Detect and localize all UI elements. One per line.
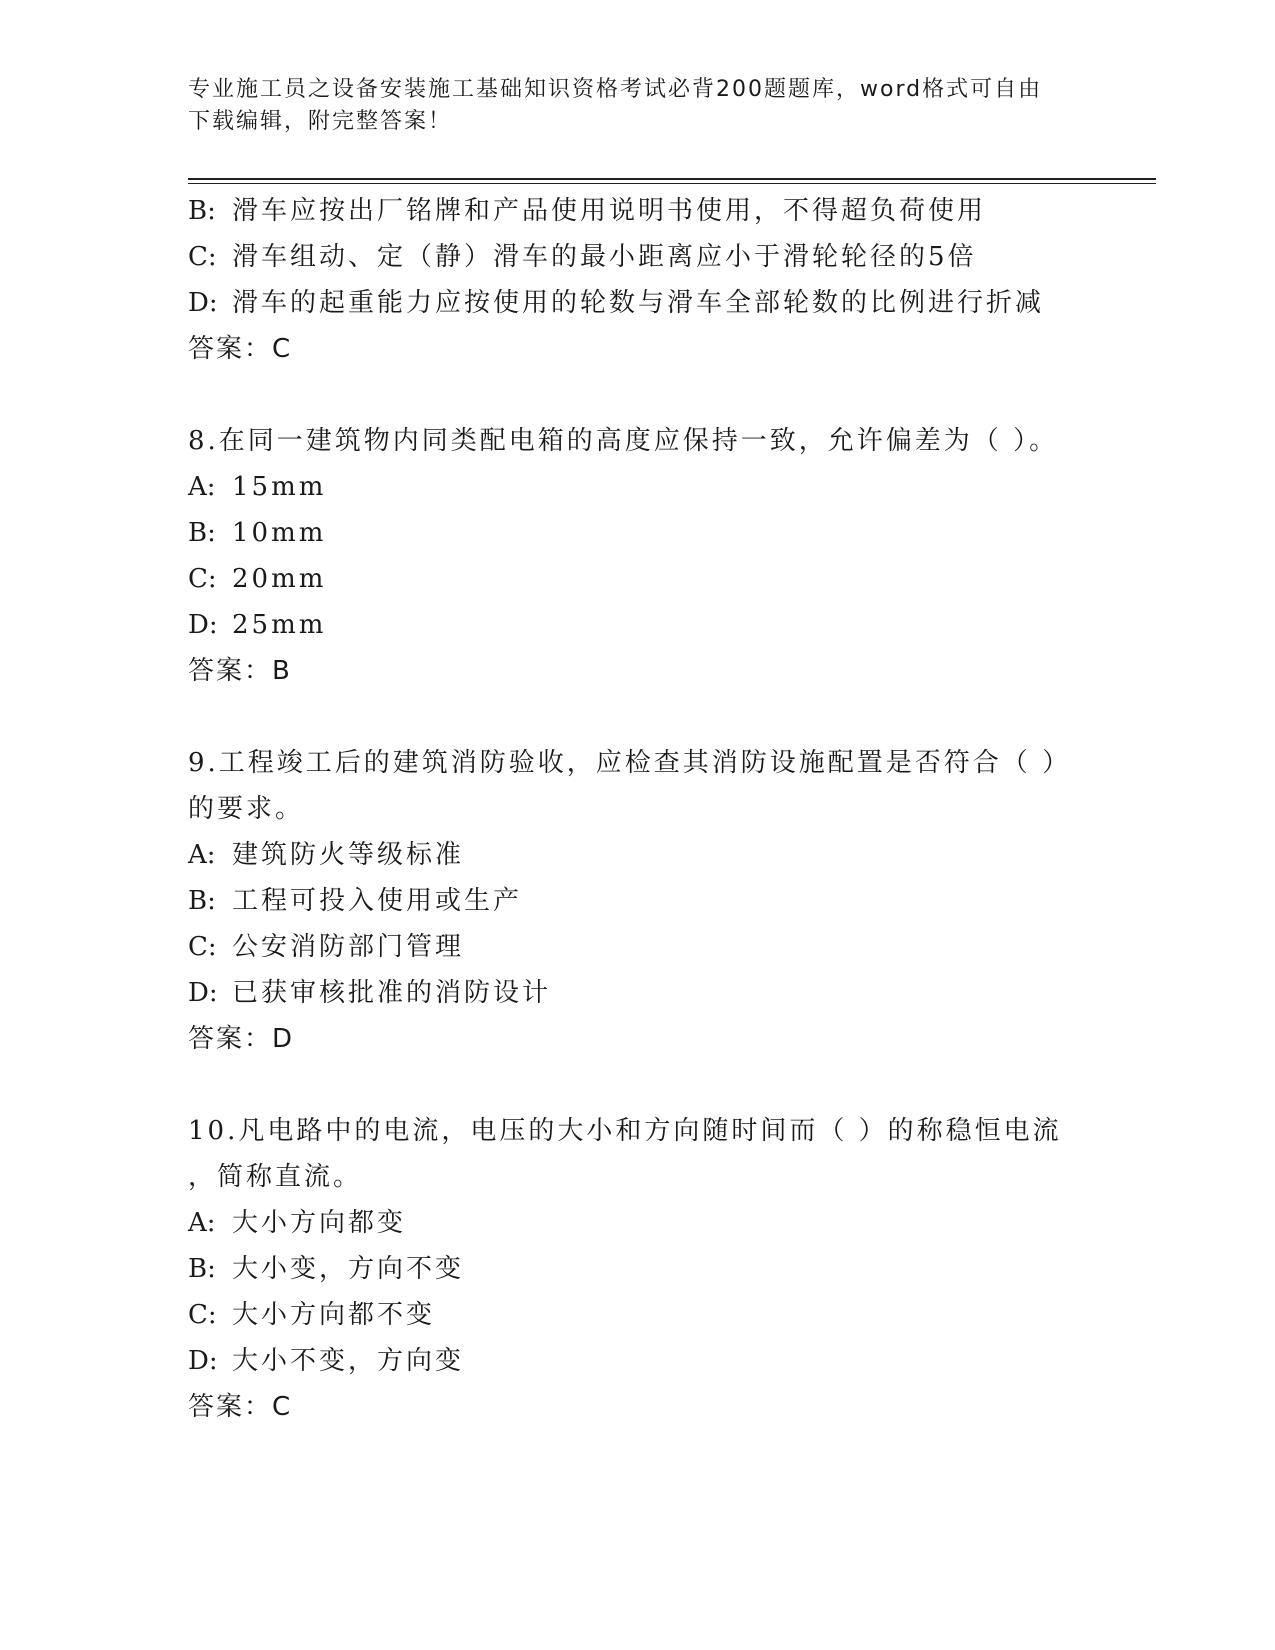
option-text: 大小变，方向不变 [232, 1254, 465, 1284]
option-text: 20mm [232, 564, 327, 594]
answer-line: 答案：D [188, 1024, 295, 1054]
option-text: 滑车组动、定（静）滑车的最小距离应小于滑轮轮径的5倍 [232, 242, 977, 272]
option-b [188, 510, 1088, 556]
header-rule-thin [188, 183, 1156, 184]
option-text: 大小不变，方向变 [232, 1346, 465, 1376]
option-text: 25mm [232, 610, 327, 640]
option-letter: C: [188, 1300, 217, 1330]
option-text: 滑车的起重能力应按使用的轮数与滑车全部轮数的比例进行折减 [232, 288, 1045, 318]
question-stem-line-1: 10.凡电路中的电流，电压的大小和方向随时间而（ ）的称稳恒电流 [188, 1116, 1062, 1146]
option-c [188, 1292, 1088, 1338]
answer-line: 答案：C [188, 1392, 293, 1422]
question-stem-line-2: ，简称直流。 [188, 1162, 363, 1192]
option-letter: A: [188, 840, 216, 870]
option-b [188, 1246, 1088, 1292]
question-spacer [188, 372, 1088, 418]
option-d [188, 602, 1088, 648]
option-letter: C: [188, 242, 217, 272]
option-c [188, 234, 1088, 280]
option-b [188, 188, 1088, 234]
option-letter: B: [188, 196, 216, 226]
option-letter: D: [188, 610, 218, 640]
option-letter: A: [188, 472, 216, 502]
option-text: 15mm [232, 472, 327, 502]
header-line-1: 专业施工员之设备安装施工基础知识资格考试必背200题题库，word格式可自由 [188, 77, 1043, 102]
header-rule-thick [188, 178, 1156, 180]
answer-line: 答案：C [188, 334, 293, 364]
option-letter: C: [188, 932, 217, 962]
option-c [188, 924, 1088, 970]
option-a [188, 832, 1088, 878]
question-list [188, 188, 1088, 1430]
option-d [188, 1338, 1088, 1384]
option-letter: D: [188, 1346, 218, 1376]
option-text: 建筑防火等级标准 [232, 840, 465, 870]
option-d [188, 970, 1088, 1016]
question-9 [188, 740, 1088, 1062]
option-letter: B: [188, 886, 216, 916]
option-b [188, 878, 1088, 924]
question-10 [188, 1108, 1088, 1430]
option-letter: B: [188, 518, 216, 548]
option-text: 大小方向都不变 [232, 1300, 436, 1330]
question-stem: 8.在同一建筑物内同类配电箱的高度应保持一致，允许偏差为（ ）。 [188, 426, 1059, 456]
question-stem-line-1: 9.工程竣工后的建筑消防验收，应检查其消防设施配置是否符合（ ） [188, 748, 1072, 778]
question-spacer [188, 694, 1088, 740]
option-a [188, 464, 1088, 510]
option-letter: A: [188, 1208, 216, 1238]
header-line-2: 下载编辑，附完整答案！ [188, 109, 453, 134]
option-letter: D: [188, 288, 218, 318]
option-text: 工程可投入使用或生产 [232, 886, 523, 916]
option-d [188, 280, 1088, 326]
option-text: 10mm [232, 518, 327, 548]
document-header [188, 74, 1088, 138]
question-7-tail [188, 188, 1088, 372]
option-a [188, 1200, 1088, 1246]
option-c [188, 556, 1088, 602]
option-text: 大小方向都变 [232, 1208, 407, 1238]
answer-line: 答案：B [188, 656, 292, 686]
question-spacer [188, 1062, 1088, 1108]
option-letter: D: [188, 978, 218, 1008]
question-8 [188, 418, 1088, 694]
option-letter: B: [188, 1254, 216, 1284]
option-text: 滑车应按出厂铭牌和产品使用说明书使用，不得超负荷使用 [232, 196, 987, 226]
option-letter: C: [188, 564, 217, 594]
option-text: 已获审核批准的消防设计 [232, 978, 552, 1008]
question-stem-line-2: 的要求。 [188, 794, 305, 824]
option-text: 公安消防部门管理 [232, 932, 465, 962]
